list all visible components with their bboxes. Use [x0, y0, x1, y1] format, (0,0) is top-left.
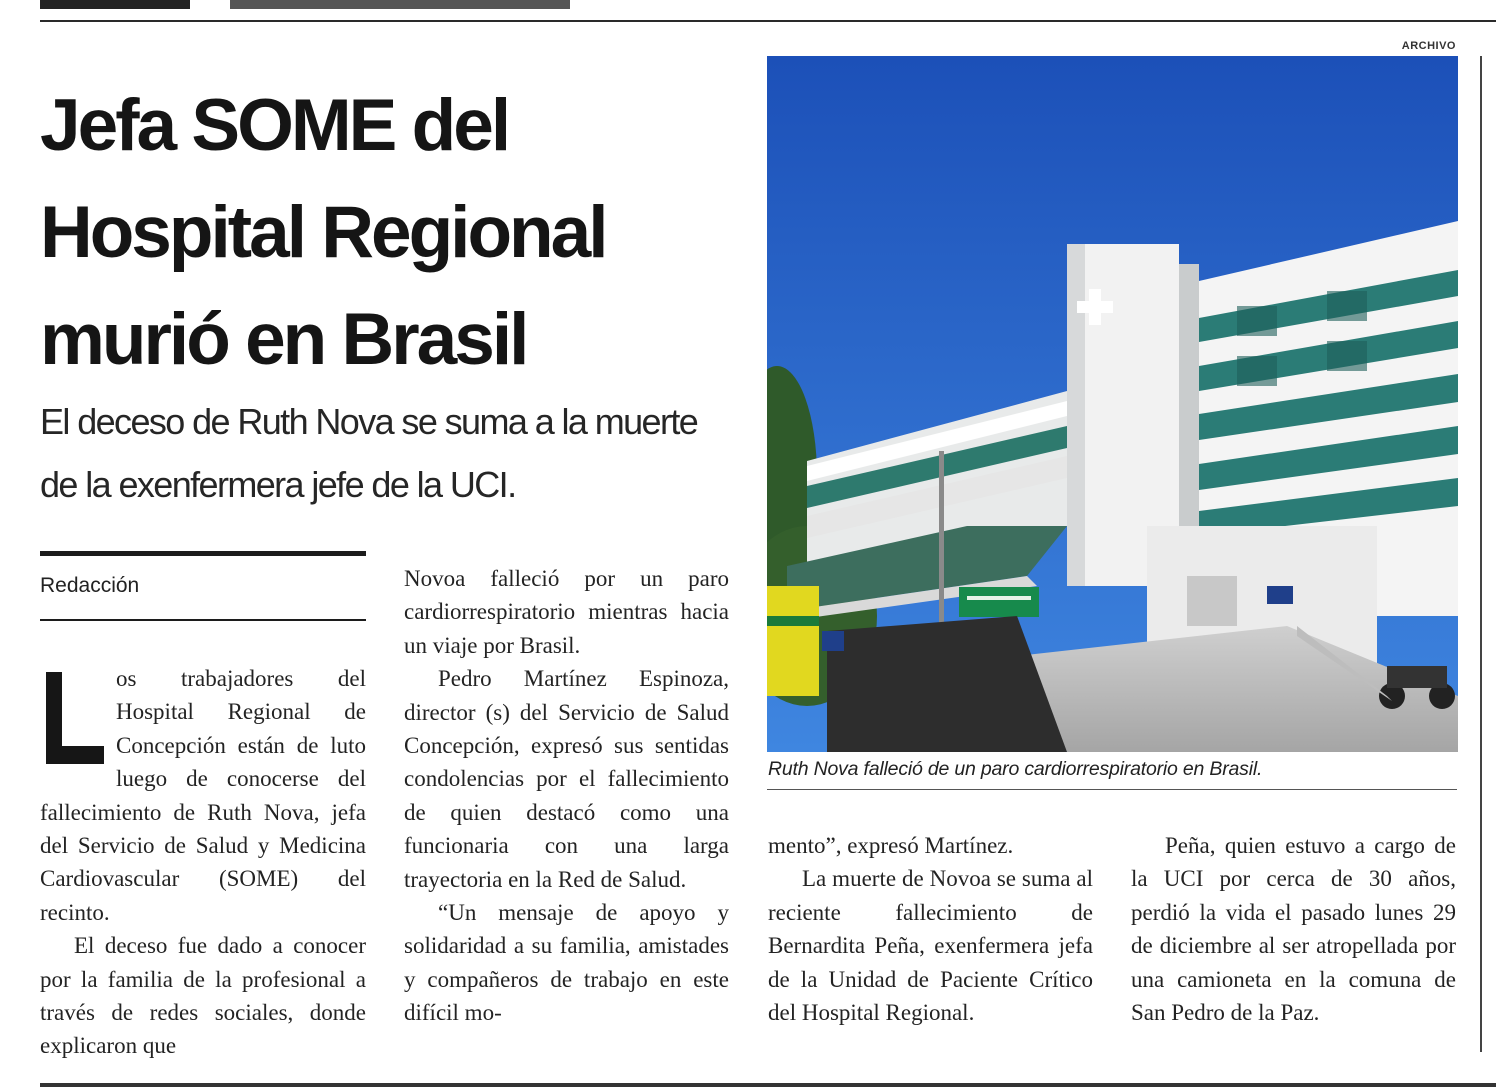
headline: Jefa SOME del Hospital Regional murió en Brasil: [40, 85, 606, 380]
top-rule: [40, 20, 1496, 22]
section-label-block: [230, 0, 570, 9]
paragraph-3: Novoa falleció por un paro cardiorrespiratorio mientras hacia un viaje por Brasil.: [404, 566, 729, 658]
subhead: El deceso de Ruth Nova se suma a la muerte de la exenfermera jefe de la UCI.: [40, 401, 698, 505]
paragraph-6: mento”, expresó Martínez.: [768, 833, 1014, 858]
section-tab-block: [40, 0, 190, 9]
column-2: [404, 562, 729, 1030]
byline-top-rule: [40, 551, 366, 556]
column-divider-rule: [1480, 56, 1482, 1052]
column-4: [1131, 829, 1456, 1029]
paragraph-7: La muerte de Novoa se suma al reciente fallecimiento de Bernardita Peña, exenfermera jefa de la Unidad de Paciente Crítico del Hospital Regional.: [768, 866, 1093, 1026]
hospital-building-illustration: [767, 56, 1458, 752]
paragraph-4: Pedro Martínez Espinoza, director (s) del Servicio de Salud Concepción, expresó sus sentidas condolencias por el fallecimiento de quien destacó como una funcionaria con una larga trayectoria en la Red de Salud.: [404, 666, 729, 892]
photo-caption: Ruth Nova falleció de un paro cardiorrespiratorio en Brasil.: [768, 758, 1263, 780]
paragraph-1-text: os trabajadores del Hospital Regional de Concepción están de luto luego de conocerse del fallecimiento de Ruth Nova, jefa del Servicio de Salud y Medicina Cardiovascular (SOME) del recinto.: [40, 666, 366, 925]
caption-rule: [767, 789, 1457, 790]
dropcap-l: [46, 672, 104, 764]
paragraph-8: Peña, quien estuvo a cargo de la UCI por cerca de 30 años, perdió la vida el pasado lunes 29 de diciembre al ser atropellada por una camioneta en la comuna de San Pedro de la Paz.: [1131, 833, 1456, 1026]
byline: Redacción: [40, 574, 140, 597]
byline-bottom-rule: [40, 619, 366, 621]
column-1: [40, 662, 366, 1063]
column-3: [768, 829, 1093, 1029]
hospital-photo: [767, 56, 1458, 752]
bottom-rule: [40, 1083, 1496, 1087]
paragraph-1: [40, 662, 366, 929]
paragraph-2: El deceso fue dado a conocer por la familia de la profesional a través de redes sociales, donde explicaron que: [40, 933, 366, 1059]
photo-credit: ARCHIVO: [1401, 40, 1456, 52]
paragraph-5: “Un mensaje de apoyo y solidaridad a su familia, amistades y compañeros de trabajo en este difícil mo-: [404, 900, 729, 1026]
